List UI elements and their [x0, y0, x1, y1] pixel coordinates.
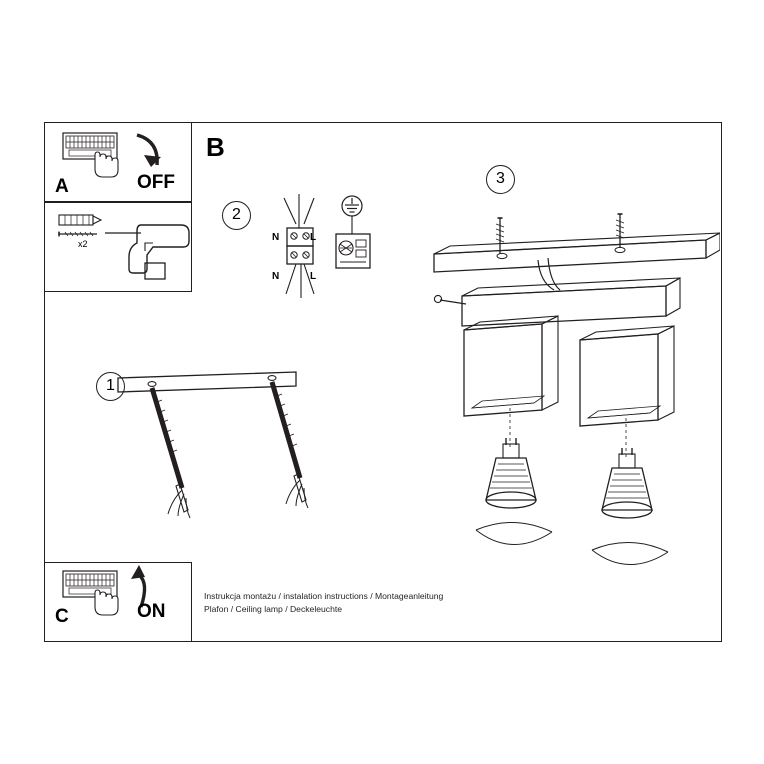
panel-c-graphic	[45, 563, 191, 641]
bulb-guide-lines	[510, 408, 626, 458]
panel-c-letter: C	[55, 606, 70, 627]
lamp-base-icon	[434, 278, 680, 326]
step-2-graphic	[256, 190, 396, 310]
lamp-shade-left-icon	[464, 316, 558, 416]
gu10-bulb-icon	[602, 448, 652, 518]
caption-line-2: Plafon / Ceiling lamp / Deckeleuchte	[204, 604, 343, 614]
terminal-label-n-bottom: N	[272, 271, 280, 282]
panel-c-action-label: ON	[137, 601, 166, 622]
terminal-label-l-bottom: L	[310, 271, 317, 282]
terminal-label-n-top: N	[272, 232, 280, 243]
mounting-bar-icon	[118, 372, 296, 392]
step-3-number: 3	[486, 165, 515, 194]
caption-line-1: Instrukcja montażu / instalation instructions / Montageanleitung	[204, 591, 444, 601]
wall-plug-icon	[59, 215, 101, 225]
light-pool-icon	[476, 522, 552, 544]
caption-block	[204, 590, 504, 616]
cable-right-icon	[272, 382, 308, 508]
step-3-graphic	[420, 200, 720, 590]
terminal-block-icon	[284, 194, 317, 298]
panel-tools	[44, 202, 192, 292]
fuse-box-icon	[63, 133, 117, 159]
panel-c	[44, 562, 192, 642]
panel-a-letter: A	[55, 176, 70, 197]
earth-ground-icon	[342, 196, 362, 216]
tools-quantity-label: x2	[78, 239, 88, 249]
light-pool-icon	[592, 542, 668, 564]
lamp-shade-right-icon	[580, 326, 674, 426]
step-1-graphic	[110, 360, 370, 540]
screw-icon	[616, 214, 624, 248]
drill-icon	[105, 225, 189, 279]
step-1-number: 1	[96, 372, 125, 401]
gu10-bulb-icon	[486, 438, 536, 508]
step-2-number: 2	[222, 201, 251, 230]
panel-b-letter: B	[206, 132, 225, 162]
fuse-box-icon	[63, 571, 117, 597]
connector-block-icon	[336, 216, 370, 268]
panel-a-action-label: OFF	[137, 172, 175, 193]
panel-tools-graphic	[45, 203, 191, 291]
curved-arrow-down-icon	[137, 135, 161, 167]
screw-icon	[496, 218, 504, 254]
ceiling-plate-icon	[434, 233, 720, 272]
screw-icon	[59, 232, 97, 237]
cable-left-icon	[152, 388, 190, 518]
terminal-label-l-top: L	[310, 232, 317, 243]
